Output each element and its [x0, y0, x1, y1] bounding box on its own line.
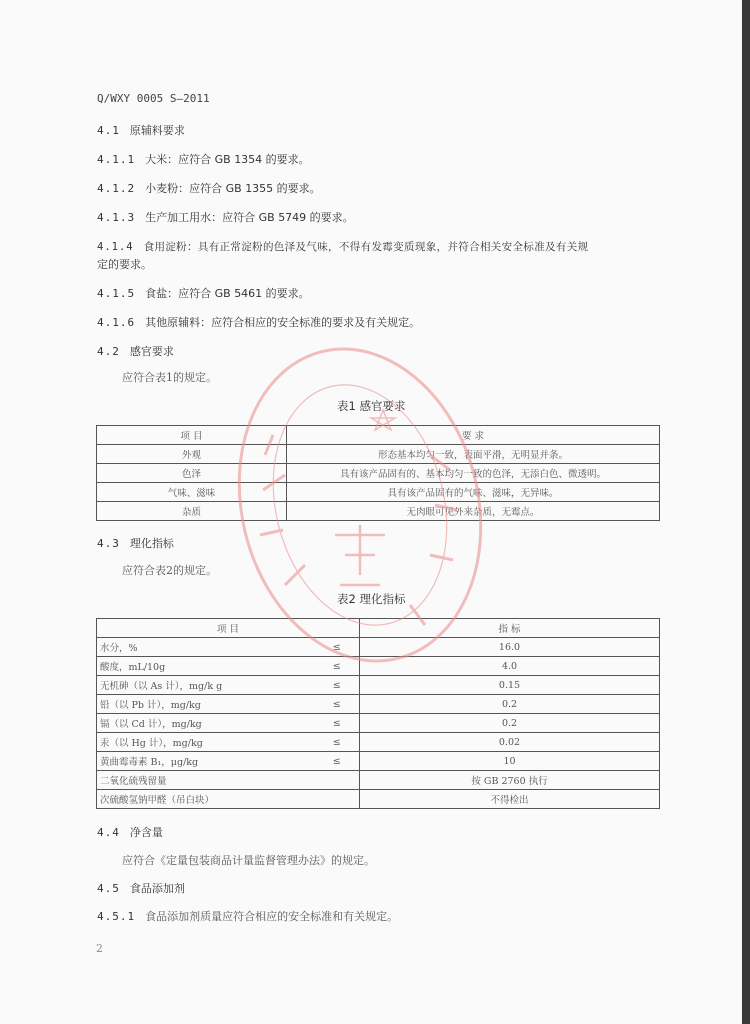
section-4-4: 4.4 净含量	[97, 826, 163, 839]
section-4-1-1: 4.1.1 大米：应符合 GB 1354 的要求。	[97, 153, 310, 166]
table-cell: 不得检出	[360, 790, 660, 809]
table-cell: ≤	[315, 638, 360, 657]
table-cell: 外观	[97, 445, 287, 464]
para-4-4: 应符合《定量包装商品计量监督管理办法》的规定。	[122, 854, 375, 867]
table-header-row	[97, 426, 660, 445]
table-cell: 无机砷（以 As 计），mg/k g	[97, 676, 315, 695]
table-cell: ≤	[315, 752, 360, 771]
table-cell: 10	[360, 752, 660, 771]
table-cell: 黄曲霉毒素 B₁，μg/kg	[97, 752, 315, 771]
page-number: 2	[96, 942, 103, 955]
section-4-1: 4.1 原辅料要求	[97, 124, 185, 137]
table-cell: 无肉眼可见外来杂质，无霉点。	[287, 502, 660, 521]
table-row	[97, 695, 660, 714]
table-header-cell: 项 目	[97, 426, 287, 445]
section-4-5: 4.5 食品添加剂	[97, 882, 185, 895]
table-row	[97, 638, 660, 657]
table-row	[97, 657, 660, 676]
table-cell: 形态基本均匀一致，表面平滑，无明显并条。	[287, 445, 660, 464]
section-4-3: 4.3 理化指标	[97, 537, 174, 550]
section-4-5-1: 4.5.1 食品添加剂质量应符合相应的安全标准和有关规定。	[97, 910, 399, 923]
table-cell: 汞（以 Hg 计），mg/kg	[97, 733, 315, 752]
table-cell	[315, 790, 360, 809]
table-cell: 0.2	[360, 695, 660, 714]
table-header-cell: 项 目	[97, 619, 360, 638]
para-4-3: 应符合表2的规定。	[122, 564, 217, 577]
table-cell: 镉（以 Cd 计），mg/kg	[97, 714, 315, 733]
table-cell: 二氧化硫残留量	[97, 771, 315, 790]
table-cell: 0.2	[360, 714, 660, 733]
sensory-table	[96, 425, 660, 521]
section-4-1-3: 4.1.3 生产加工用水：应符合 GB 5749 的要求。	[97, 211, 354, 224]
para-4-2: 应符合表1的规定。	[122, 371, 217, 384]
section-4-1-5: 4.1.5 食盐：应符合 GB 5461 的要求。	[97, 287, 310, 300]
section-4-2: 4.2 感官要求	[97, 345, 174, 358]
table-cell: ≤	[315, 657, 360, 676]
table-row	[97, 733, 660, 752]
doc-code-header: Q/WXY 0005 S—2011	[97, 92, 210, 105]
table-cell: 次硫酸氢钠甲醛（吊白块）	[97, 790, 315, 809]
table-header-cell: 指 标	[360, 619, 660, 638]
physchem-table	[96, 618, 660, 809]
table-cell: ≤	[315, 695, 360, 714]
section-4-1-4-cont: 定的要求。	[97, 258, 152, 271]
table-row	[97, 771, 660, 790]
table-cell: 杂质	[97, 502, 287, 521]
table-row	[97, 714, 660, 733]
table-cell: 按 GB 2760 执行	[360, 771, 660, 790]
table-cell: 16.0	[360, 638, 660, 657]
table1-caption: 表1 感官要求	[337, 399, 406, 413]
table-cell: 0.15	[360, 676, 660, 695]
table-cell: 4.0	[360, 657, 660, 676]
table-row	[97, 464, 660, 483]
scan-edge	[742, 0, 750, 1024]
table-row	[97, 483, 660, 502]
table-row	[97, 445, 660, 464]
table2-caption: 表2 理化指标	[337, 592, 406, 606]
table-row	[97, 502, 660, 521]
table-row	[97, 676, 660, 695]
table-cell: 色泽	[97, 464, 287, 483]
table-cell	[315, 771, 360, 790]
table-cell: 酸度，mL/10g	[97, 657, 315, 676]
table-row	[97, 752, 660, 771]
table-cell: 水分，%	[97, 638, 315, 657]
table-cell: ≤	[315, 714, 360, 733]
table-header-cell: 要 求	[287, 426, 660, 445]
table-cell: 具有该产品固有的、基本均匀一致的色泽，无添白色、微透明。	[287, 464, 660, 483]
section-4-1-4: 4.1.4 食用淀粉：具有正常淀粉的色泽及气味，不得有发霉变质现象，并符合相关安全标准及有关规	[97, 241, 589, 253]
table-cell: ≤	[315, 733, 360, 752]
section-4-1-6: 4.1.6 其他原辅料：应符合相应的安全标准的要求及有关规定。	[97, 316, 421, 329]
section-4-1-2: 4.1.2 小麦粉：应符合 GB 1355 的要求。	[97, 182, 321, 195]
table-cell: 0.02	[360, 733, 660, 752]
table-cell: 气味、滋味	[97, 483, 287, 502]
table-cell: 铅（以 Pb 计），mg/kg	[97, 695, 315, 714]
table-header-row	[97, 619, 660, 638]
table-cell: ≤	[315, 676, 360, 695]
table-cell: 具有该产品固有的气味、滋味，无异味。	[287, 483, 660, 502]
table-row	[97, 790, 660, 809]
